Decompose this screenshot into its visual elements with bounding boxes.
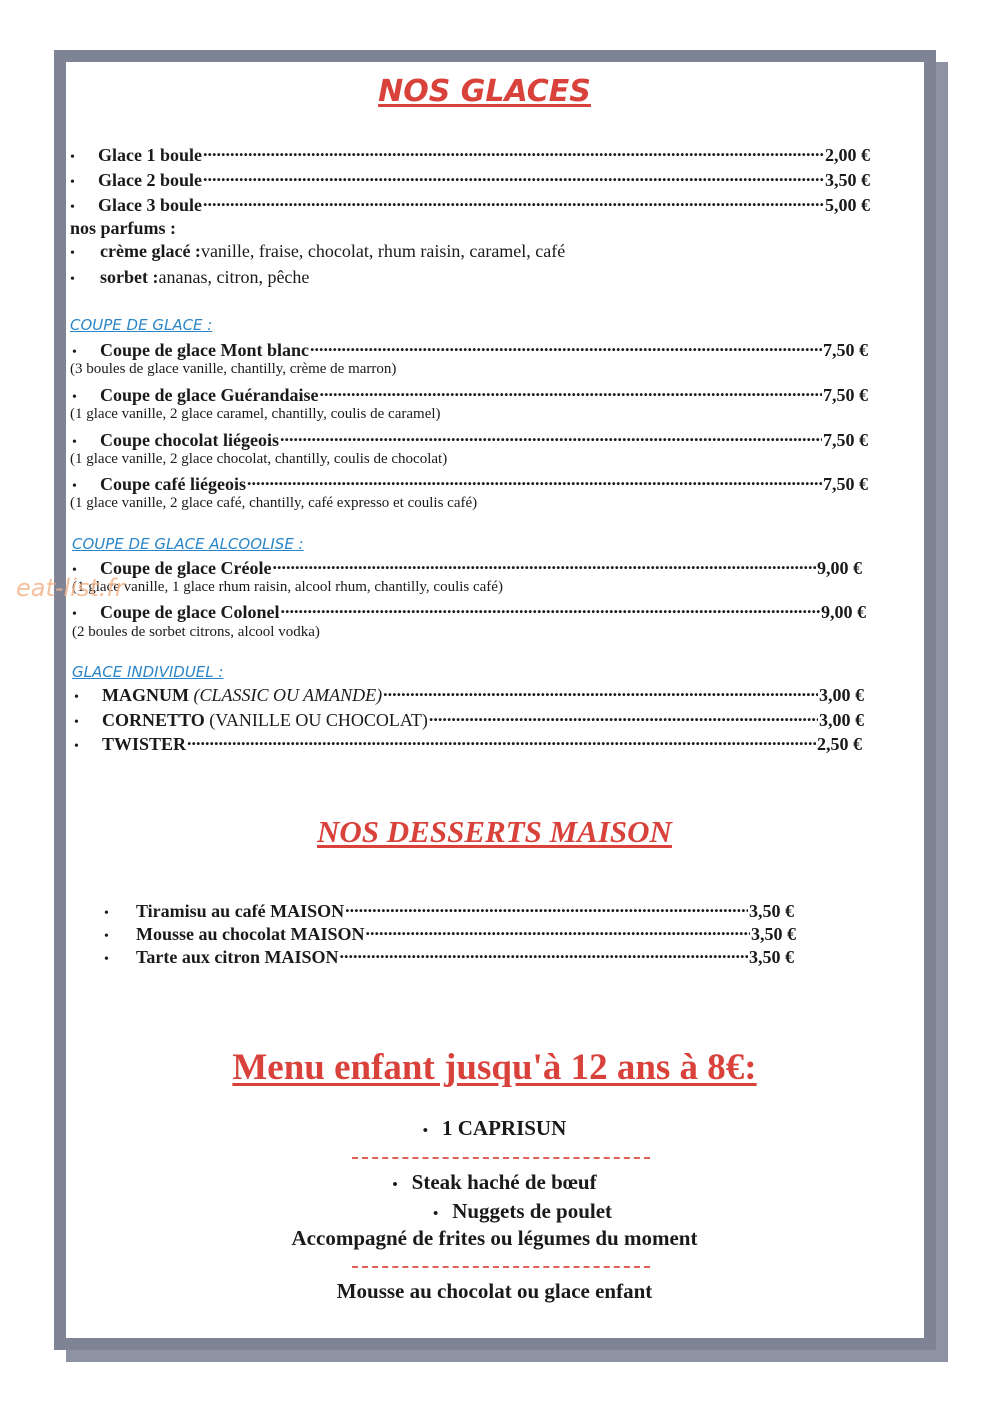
item-note: (3 boules de glace vanille, chantilly, crème de marron) xyxy=(70,361,397,377)
parfum-line xyxy=(70,241,565,262)
item-price: 7,50 € xyxy=(823,385,868,405)
item-label: Coupe de glace Colonel xyxy=(100,602,280,622)
individuel-section-title: GLACE INDIVIDUEL : xyxy=(72,663,224,681)
parfums-heading xyxy=(70,218,176,239)
menu-item xyxy=(72,472,868,495)
item-price: 3,50 € xyxy=(825,170,870,190)
item-price: 7,50 € xyxy=(823,474,868,494)
menu-item xyxy=(72,383,868,406)
item-price: 3,00 € xyxy=(819,685,864,705)
bullet-icon: • xyxy=(104,906,109,921)
leader-dots xyxy=(340,945,749,963)
parfum-line xyxy=(70,267,309,288)
coupe-section-title: COUPE DE GLACE : xyxy=(70,316,213,334)
main-label: Nuggets de poulet xyxy=(452,1199,613,1223)
enfant-title: Menu enfant jusqu'à 12 ans à 8€: xyxy=(232,1047,757,1088)
menu-item xyxy=(72,338,868,361)
item-price: 3,50 € xyxy=(749,901,794,921)
menu-item xyxy=(70,168,870,191)
item-label: Mousse au chocolat MAISON xyxy=(136,924,365,944)
dashed-divider xyxy=(352,1266,650,1268)
menu-item xyxy=(72,428,868,451)
bullet-icon: • xyxy=(70,175,75,190)
bullet-icon: • xyxy=(74,690,79,705)
enfant-side: Accompagné de frites ou légumes du moment xyxy=(291,1226,698,1250)
parfum-label: sorbet : xyxy=(100,267,159,287)
desserts-title: NOS DESSERTS MAISON xyxy=(317,814,672,849)
main-label: Steak haché de bœuf xyxy=(411,1170,597,1194)
item-label: Coupe café liégeois xyxy=(100,474,246,494)
item-note: (2 boules de sorbet citrons, alcool vodka) xyxy=(72,624,320,640)
watermark: eat-list.fr xyxy=(16,574,125,602)
dashed-divider xyxy=(352,1157,650,1159)
enfant-main xyxy=(28,1199,989,1224)
item-label xyxy=(102,685,382,706)
item-name: MAGNUM xyxy=(102,685,189,705)
bullet-icon: • xyxy=(70,200,75,215)
leader-dots xyxy=(310,338,822,356)
drink-label: 1 CAPRISUN xyxy=(442,1116,567,1140)
leader-dots xyxy=(203,168,824,186)
item-label: Coupe chocolat liégeois xyxy=(100,430,279,450)
leader-dots xyxy=(281,600,821,618)
leader-dots xyxy=(383,683,818,701)
item-detail: (CLASSIC OU AMANDE) xyxy=(193,685,383,705)
item-price: 5,00 € xyxy=(825,195,870,215)
bullet-icon: • xyxy=(70,246,75,261)
menu-item xyxy=(104,945,794,968)
menu-item xyxy=(74,683,864,706)
menu-item xyxy=(74,708,864,731)
item-label: Coupe de glace Guérandaise xyxy=(100,385,319,405)
item-price: 3,50 € xyxy=(749,947,794,967)
leader-dots xyxy=(280,428,822,446)
leader-dots xyxy=(272,556,816,574)
item-label: Tiramisu au café MAISON xyxy=(136,901,345,921)
leader-dots xyxy=(320,383,823,401)
bullet-icon: • xyxy=(72,390,77,405)
bullet-icon: • xyxy=(432,1206,439,1222)
bullet-icon: • xyxy=(72,435,77,450)
alcool-section-title: COUPE DE GLACE ALCOOLISE : xyxy=(72,535,304,553)
item-price: 2,00 € xyxy=(825,145,870,165)
enfant-main xyxy=(0,1170,989,1195)
item-note: (1 glace vanille, 2 glace chocolat, chantilly, coulis de chocolat) xyxy=(70,451,448,467)
item-label: Glace 2 boule xyxy=(98,170,202,190)
menu-item xyxy=(72,600,866,623)
leader-dots xyxy=(203,193,824,211)
bullet-icon: • xyxy=(422,1123,428,1139)
item-price: 9,00 € xyxy=(817,558,862,578)
item-price: 7,50 € xyxy=(823,430,868,450)
item-price: 3,50 € xyxy=(751,924,796,944)
bullet-icon: • xyxy=(70,272,75,287)
bullet-icon: • xyxy=(104,929,109,944)
item-label: Tarte aux citron MAISON xyxy=(136,947,339,967)
item-price: 9,00 € xyxy=(821,602,866,622)
menu-item xyxy=(70,143,870,166)
item-label: TWISTER xyxy=(102,734,187,754)
leader-dots xyxy=(247,472,822,490)
menu-item xyxy=(104,899,794,922)
bullet-icon: • xyxy=(72,607,77,622)
enfant-dessert: Mousse au chocolat ou glace enfant xyxy=(336,1279,653,1303)
bullet-icon: • xyxy=(70,150,75,165)
leader-dots xyxy=(345,899,748,917)
bullet-icon: • xyxy=(74,739,79,754)
item-note: (1 glace vanille, 1 glace rhum raisin, alcool rhum, chantilly, coulis café) xyxy=(72,579,503,595)
menu-item xyxy=(74,732,862,755)
menu-item xyxy=(70,193,870,216)
bullet-icon: • xyxy=(104,952,109,967)
enfant-drink xyxy=(0,1116,989,1141)
leader-dots xyxy=(429,708,818,726)
parfum-value: vanille, fraise, chocolat, rhum raisin, caramel, café xyxy=(200,241,566,261)
leader-dots xyxy=(187,732,816,750)
bullet-icon: • xyxy=(72,479,77,494)
leader-dots xyxy=(366,922,751,940)
item-price: 2,50 € xyxy=(817,734,862,754)
bullet-icon: • xyxy=(392,1177,398,1193)
parfum-value: ananas, citron, pêche xyxy=(158,267,310,287)
item-label xyxy=(102,710,428,731)
item-price: 7,50 € xyxy=(823,340,868,360)
item-label: Glace 3 boule xyxy=(98,195,202,215)
bullet-icon: • xyxy=(72,345,77,360)
bullet-icon: • xyxy=(72,563,77,578)
leader-dots xyxy=(203,143,824,161)
menu-item xyxy=(72,556,862,579)
item-label: Glace 1 boule xyxy=(98,145,202,165)
glaces-title: NOS GLACES xyxy=(378,74,591,109)
item-note: (1 glace vanille, 2 glace caramel, chantilly, coulis de caramel) xyxy=(70,406,441,422)
item-note: (1 glace vanille, 2 glace café, chantilly, café expresso et coulis café) xyxy=(70,495,478,511)
item-name: CORNETTO xyxy=(102,710,205,730)
bullet-icon: • xyxy=(74,715,79,730)
parfums-label: nos parfums : xyxy=(70,218,177,238)
item-detail: (VANILLE OU CHOCOLAT) xyxy=(209,710,428,730)
menu-item xyxy=(104,922,796,945)
item-label: Coupe de glace Mont blanc xyxy=(100,340,309,360)
item-price: 3,00 € xyxy=(819,710,864,730)
parfum-label: crème glacé : xyxy=(100,241,201,261)
item-label: Coupe de glace Créole xyxy=(100,558,272,578)
